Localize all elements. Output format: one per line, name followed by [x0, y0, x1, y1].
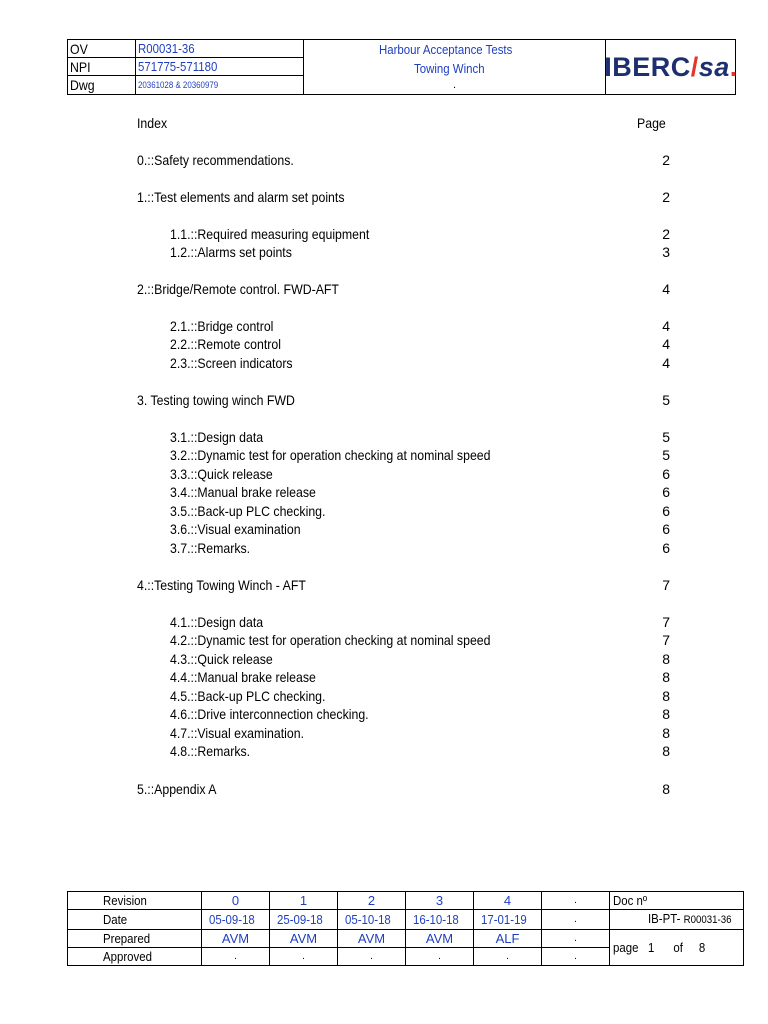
prepared-row: [68, 930, 744, 948]
toc-subentry: 1.1.::Required measuring equipment 2: [170, 226, 670, 242]
toc-subentry: 4.7.::Visual examination. 8: [170, 725, 670, 741]
npi-label: NPI: [68, 58, 136, 76]
revision-cell: .: [542, 892, 610, 910]
revision-row: [68, 892, 744, 910]
revision-cell: 2: [338, 892, 406, 910]
date-cell: .: [542, 910, 610, 930]
page-info: page 1 of 8: [610, 930, 744, 966]
toc-subentry: 3.5.::Back-up PLC checking. 6: [170, 503, 670, 519]
toc-subentry: 4.4.::Manual brake release 8: [170, 669, 670, 685]
toc-entry: 5.::Appendix A 8: [137, 781, 670, 797]
approved-cell: .: [474, 948, 542, 966]
revision-table: [67, 891, 744, 966]
date-cell: 05-09-18: [202, 910, 270, 930]
revision-label: Revision: [68, 892, 202, 910]
prepared-cell: AVM: [406, 930, 474, 948]
ov-label: OV: [68, 40, 136, 58]
prepared-cell: ALF: [474, 930, 542, 948]
toc-entry: 4.::Testing Towing Winch - AFT 7: [137, 577, 670, 593]
revision-cell: 3: [406, 892, 474, 910]
prepared-cell: .: [542, 930, 610, 948]
date-cell: 16-10-18: [406, 910, 474, 930]
prepared-cell: AVM: [338, 930, 406, 948]
toc-subentry: 2.3.::Screen indicators 4: [170, 355, 670, 371]
toc-subentry: 3.4.::Manual brake release 6: [170, 484, 670, 500]
logo-wordmark: IBERC/sa.: [604, 51, 738, 82]
revision-cell: 1: [270, 892, 338, 910]
ov-value: R00031-36: [136, 40, 304, 58]
toc-subentry: 3.1.::Design data 5: [170, 429, 670, 445]
toc-subentry: 4.5.::Back-up PLC checking. 8: [170, 688, 670, 704]
approved-label: Approved: [68, 948, 202, 966]
toc-subentry: 4.8.::Remarks. 8: [170, 743, 670, 759]
toc-subentry: 3.7.::Remarks. 6: [170, 540, 670, 556]
date-label: Date: [68, 910, 202, 930]
prepared-cell: AVM: [202, 930, 270, 948]
prepared-cell: AVM: [270, 930, 338, 948]
toc-subentry: 4.3.::Quick release 8: [170, 651, 670, 667]
approved-cell: .: [338, 948, 406, 966]
date-cell: 17-01-19: [474, 910, 542, 930]
approved-cell: .: [202, 948, 270, 966]
toc-subentry: 4.1.::Design data 7: [170, 614, 670, 630]
approved-cell: .: [542, 948, 610, 966]
toc-entry: 3. Testing towing winch FWD 5: [137, 392, 670, 408]
revision-cell: 0: [202, 892, 270, 910]
toc-entry: 2.::Bridge/Remote control. FWD-AFT 4: [137, 281, 670, 297]
doc-number: IB-PT- R00031-36: [610, 910, 744, 930]
toc-subentry: 2.2.::Remote control 4: [170, 336, 670, 352]
document-header: [67, 39, 736, 95]
npi-value: 571775-571180: [136, 58, 304, 76]
toc-subentry: 1.2.::Alarms set points 3: [170, 244, 670, 260]
toc-subentry: 4.6.::Drive interconnection checking. 8: [170, 706, 670, 722]
revision-cell: 4: [474, 892, 542, 910]
document-title: Harbour Acceptance Tests: [378, 42, 513, 57]
page-heading: Page: [637, 115, 667, 131]
toc-subentry: 3.3.::Quick release 6: [170, 466, 670, 482]
toc-subentry: 4.2.::Dynamic test for operation checking at nominal speed 7: [170, 632, 670, 648]
doc-number-label: Doc nº: [610, 892, 744, 910]
ibercisa-logo: [606, 40, 736, 94]
prepared-label: Prepared: [68, 930, 202, 948]
toc-subentry: 3.6.::Visual examination 6: [170, 521, 670, 537]
toc-subentry: 2.1.::Bridge control 4: [170, 318, 670, 334]
index-heading: Index: [137, 115, 168, 131]
dwg-value: 20361028 & 20360979: [136, 76, 304, 95]
document-title-block: [304, 40, 606, 94]
toc-subentry: 3.2.::Dynamic test for operation checking at nominal speed 5: [170, 447, 670, 463]
date-row: [68, 910, 744, 930]
toc-entry: 1.::Test elements and alarm set points 2: [137, 189, 670, 205]
document-title-note: .: [452, 79, 457, 91]
approved-cell: .: [270, 948, 338, 966]
toc-entry: 0.::Safety recommendations. 2: [137, 152, 670, 168]
dwg-label: Dwg: [68, 76, 136, 95]
document-subtitle: Towing Winch: [414, 61, 485, 76]
date-cell: 25-09-18: [270, 910, 338, 930]
approved-cell: .: [406, 948, 474, 966]
date-cell: 05-10-18: [338, 910, 406, 930]
